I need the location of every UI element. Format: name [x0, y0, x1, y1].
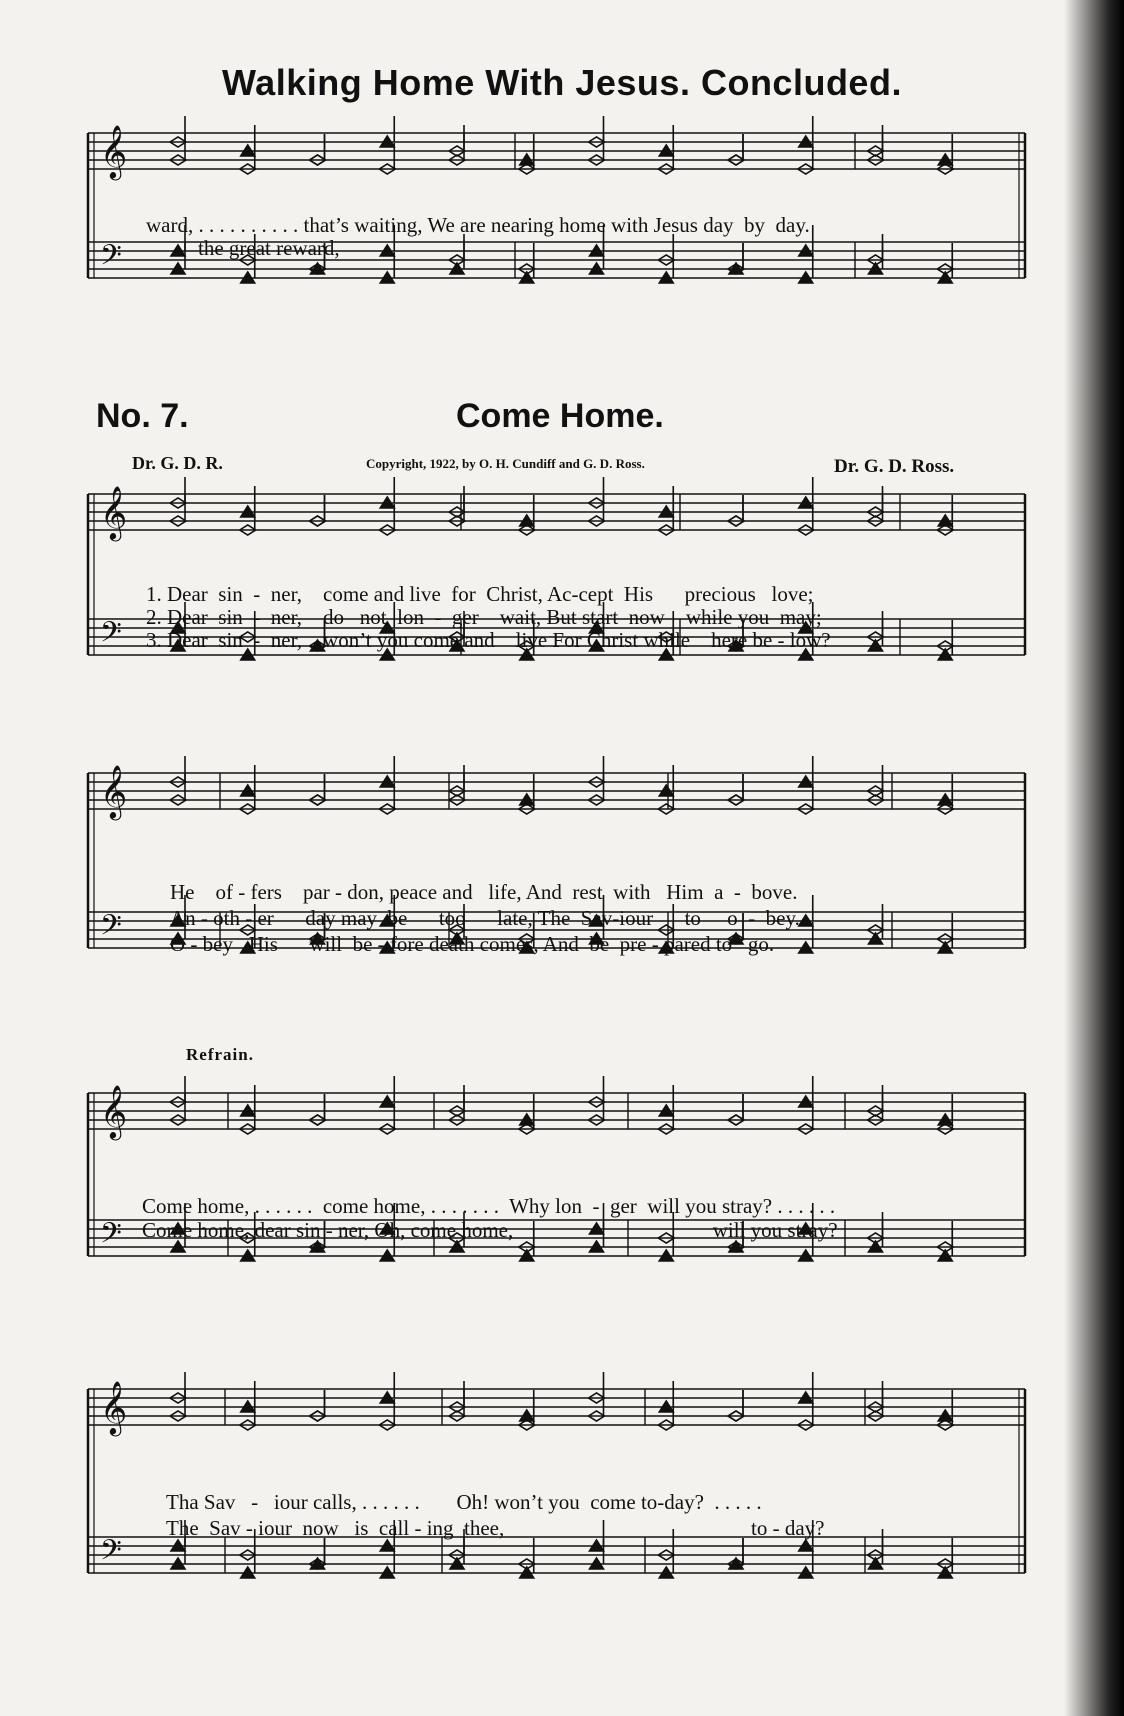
bass-clef-icon: 𝄢 — [100, 616, 122, 656]
treble-clef-icon: 𝄞 — [100, 764, 128, 818]
treble-clef-icon: 𝄞 — [100, 124, 128, 178]
page-title: Walking Home With Jesus. Concluded. — [222, 62, 902, 103]
refrain-line-2: Come home, dear sin - ner, Oh, come home, will you stray? — [142, 1218, 838, 1242]
verse-line-1: 1. Dear sin - ner, come and live for Christ, Ac-cept His precious love; — [146, 582, 814, 606]
music-credit: Dr. G. D. Ross. — [834, 456, 955, 477]
concluded-lyrics-line-2: the great reward, — [198, 236, 340, 260]
bass-clef-icon: 𝄢 — [100, 1217, 122, 1257]
treble-clef-icon: 𝄞 — [100, 1380, 128, 1434]
refrain-line-1: Come home, . . . . . . come home, . . . . . . . Why lon - ger will you stray? . . . . . . — [142, 1194, 836, 1218]
bass-clef-icon: 𝄢 — [100, 1534, 122, 1574]
verse-cont-line-3: O - bey His will be - fore death comes, And be pre - pared to go. — [170, 932, 775, 956]
treble-clef-icon: 𝄞 — [100, 485, 128, 539]
page-edge-shadow — [1064, 0, 1124, 1716]
words-credit: Dr. G. D. R. — [132, 453, 223, 473]
refrain-label: Refrain. — [186, 1045, 254, 1064]
hymn-number: No. 7. — [96, 397, 189, 435]
bass-clef-icon: 𝄢 — [100, 909, 122, 949]
verse-cont-line-2: An - oth - er day may be too late, The Sav-iour to o - bey. — [170, 906, 800, 930]
refrain-cont-line-2: The Sav - iour now is call - ing thee, to - day? — [166, 1516, 825, 1540]
copyright-notice: Copyright, 1922, by O. H. Cundiff and G. D. Ross. — [366, 456, 645, 471]
verse-cont-line-1: He of - fers par - don, peace and life, And rest with Him a - bove. — [170, 880, 798, 904]
verse-line-3: 3. Dear sin - ner, won’t you come and live For Christ while here be - low? — [146, 628, 831, 652]
bass-clef-icon: 𝄢 — [100, 239, 122, 279]
treble-clef-icon: 𝄞 — [100, 1084, 128, 1138]
hymn-title: Come Home. — [456, 397, 664, 435]
refrain-cont-line-1: Tha Sav - iour calls, . . . . . . Oh! won’t you come to-day? . . . . . — [166, 1490, 762, 1514]
concluded-lyrics-line-1: ward, . . . . . . . . . . that’s waiting, We are nearing home with Jesus day by day. — [146, 213, 810, 237]
verse-line-2: 2. Dear sin - ner, do not lon - ger wait, But start now while you may; — [146, 605, 822, 629]
